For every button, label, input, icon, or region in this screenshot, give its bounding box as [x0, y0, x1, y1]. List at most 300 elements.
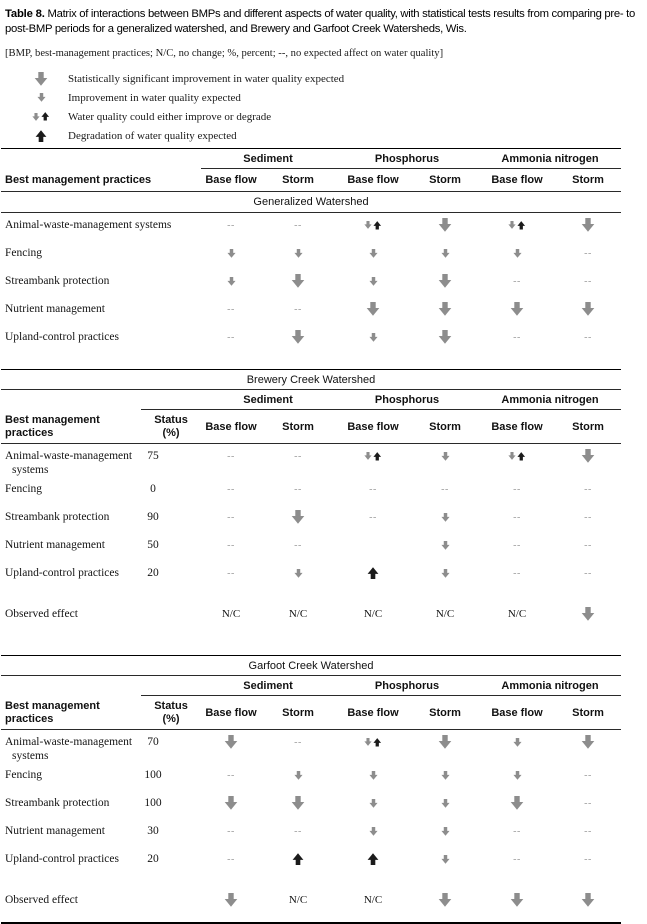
- sig-improve-arrow-icon: [224, 796, 238, 810]
- column-group-header: Phosphorus: [374, 153, 440, 165]
- small-down-arrow-icon: [364, 221, 372, 229]
- sig-improve-arrow-icon: [291, 510, 305, 524]
- effect-cell: [411, 735, 479, 749]
- effect-cell: [479, 566, 555, 580]
- bmp-label: Nutrient management: [5, 825, 105, 837]
- effect-cell: [201, 852, 261, 866]
- effect-cell: [555, 735, 621, 749]
- legend-icon-cell: [28, 112, 54, 121]
- no-effect-dash: --: [294, 539, 302, 551]
- sig-improve-arrow-icon: [438, 893, 452, 907]
- no-change-label: N/C: [221, 608, 241, 620]
- bmp-label: Animal-waste-management systems: [5, 736, 133, 762]
- table-note: [BMP, best-management practices; N/C, no change; %, percent; --, no expected affect on water quality]: [5, 48, 444, 59]
- no-effect-dash: --: [294, 825, 302, 837]
- observed-effect-row: [1, 888, 621, 916]
- effect-cell: [555, 796, 621, 810]
- effect-cell: [201, 538, 261, 552]
- tables-container: [0, 148, 647, 924]
- bmp-column-header: Best management practices: [5, 173, 152, 186]
- effect-cell: [479, 735, 555, 749]
- column-group-header: Ammonia nitrogen: [501, 680, 599, 692]
- legend-text: Water quality could either improve or degrade: [68, 110, 272, 123]
- subcolumn-header: Base flow: [205, 420, 257, 433]
- no-effect-dash: --: [584, 247, 592, 259]
- small-down-arrow-icon: [364, 738, 372, 746]
- table-row: [1, 213, 621, 241]
- no-effect-dash: --: [513, 825, 521, 837]
- effect-cell: [555, 607, 621, 621]
- bmp-column-header: Best management practices: [5, 699, 100, 725]
- degrade-arrow-icon: [367, 567, 379, 579]
- no-effect-dash: --: [294, 450, 302, 462]
- effect-cell: [479, 246, 555, 260]
- subcolumn-header: Storm: [282, 174, 314, 186]
- effect-cell: [411, 510, 479, 524]
- column-group-header: Phosphorus: [374, 394, 440, 406]
- effect-cell: [411, 218, 479, 232]
- status-value: 100: [144, 769, 162, 781]
- table-row: [1, 297, 621, 325]
- effect-cell: [261, 768, 335, 782]
- improve-arrow-icon: [294, 569, 303, 578]
- effect-cell: [335, 218, 411, 232]
- effect-cell: [335, 796, 411, 810]
- subcolumn-header: Base flow: [491, 174, 543, 186]
- table-caption-text: Matrix of interactions between BMPs and different aspects of water quality, with statistical tests results from comparing pre- to post-BMP periods for a generalized watershed, and Brewery and Garfoot Creek Watersheds, Wis.: [5, 8, 635, 35]
- effect-cell: [261, 302, 335, 316]
- subcolumn-header: Storm: [282, 420, 314, 433]
- subheader-row: [1, 169, 621, 191]
- sig-improve-arrow-icon: [581, 893, 595, 907]
- legend-icon-cell: [28, 93, 54, 102]
- bmp-label: Upland-control practices: [5, 331, 119, 343]
- improve-arrow-icon: [441, 771, 450, 780]
- no-effect-dash: --: [513, 275, 521, 287]
- table-brewery-creek-watershed: [1, 369, 621, 638]
- improve-or-degrade-icon: [364, 452, 382, 461]
- table-garfoot-creek-watershed: [1, 655, 621, 924]
- sig-improve-arrow-icon: [224, 893, 238, 907]
- effect-cell: [335, 449, 411, 463]
- bmp-column-header: Best management practices: [5, 413, 100, 439]
- subcolumn-header: Base flow: [347, 420, 399, 433]
- no-effect-dash: --: [584, 797, 592, 809]
- column-group-header: Sediment: [243, 394, 293, 406]
- effect-cell: [411, 768, 479, 782]
- effect-cell: [479, 824, 555, 838]
- no-effect-dash: --: [584, 483, 592, 495]
- effect-cell: [479, 796, 555, 810]
- subcolumn-header: Storm: [572, 706, 604, 719]
- effect-cell: [411, 449, 479, 463]
- small-up-arrow-icon: [517, 452, 526, 461]
- effect-cell: [261, 510, 335, 524]
- effect-cell: [201, 796, 261, 810]
- sig-improve-arrow-icon: [291, 796, 305, 810]
- effect-cell: [201, 449, 261, 463]
- sig-improve-arrow-icon: [291, 330, 305, 344]
- effect-cell: [555, 893, 621, 907]
- sig-improve-arrow-icon: [438, 274, 452, 288]
- effect-cell: [411, 566, 479, 580]
- no-effect-dash: --: [584, 539, 592, 551]
- table-number: Table 8.: [5, 8, 45, 20]
- sig-improve-arrow-icon: [438, 735, 452, 749]
- status-value: 100: [144, 797, 162, 809]
- effect-cell: [479, 768, 555, 782]
- table-generalized-watershed: [1, 148, 621, 363]
- improve-arrow-icon: [441, 827, 450, 836]
- section-title: Garfoot Creek Watershed: [1, 656, 621, 676]
- improve-arrow-icon: [441, 855, 450, 864]
- column-group-header: Phosphorus: [374, 680, 440, 692]
- no-effect-dash: --: [584, 853, 592, 865]
- no-effect-dash: --: [584, 511, 592, 523]
- subcolumn-header: Storm: [429, 174, 461, 186]
- effect-cell: [201, 824, 261, 838]
- section-title: Brewery Creek Watershed: [1, 370, 621, 390]
- small-down-arrow-icon: [508, 452, 516, 460]
- column-group-header: Sediment: [243, 153, 293, 165]
- effect-cell: [479, 538, 555, 552]
- legend-item: [28, 69, 647, 88]
- legend-text: Statistically significant improvement in water quality expected: [68, 72, 345, 85]
- small-down-arrow-icon: [508, 221, 516, 229]
- effect-cell: [555, 330, 621, 344]
- improve-arrow-icon: [441, 541, 450, 550]
- effect-cell: [555, 768, 621, 782]
- effect-cell: [201, 566, 261, 580]
- status-value: 20: [147, 567, 159, 579]
- effect-cell: [555, 566, 621, 580]
- effect-cell: [201, 302, 261, 316]
- effect-cell: [411, 302, 479, 316]
- effect-cell: [261, 607, 335, 621]
- no-effect-dash: --: [227, 825, 235, 837]
- improve-or-degrade-icon: [508, 221, 526, 230]
- effect-cell: [411, 330, 479, 344]
- improve-arrow-icon: [369, 799, 378, 808]
- no-effect-dash: --: [227, 483, 235, 495]
- effect-cell: [261, 274, 335, 288]
- no-effect-dash: --: [227, 539, 235, 551]
- effect-cell: [411, 246, 479, 260]
- improve-arrow-icon: [513, 738, 522, 747]
- bmp-label: Fencing: [5, 769, 43, 781]
- no-change-label: N/C: [288, 894, 308, 906]
- no-change-label: N/C: [288, 608, 308, 620]
- table-row: [1, 269, 621, 297]
- effect-cell: [411, 482, 479, 496]
- improve-arrow-icon: [37, 93, 46, 102]
- subcolumn-header: Base flow: [205, 174, 257, 186]
- legend: [0, 69, 647, 145]
- effect-cell: [555, 510, 621, 524]
- legend-icon-cell: [28, 130, 54, 142]
- no-effect-dash: --: [294, 483, 302, 495]
- sig-improve-arrow-icon: [34, 72, 48, 86]
- status-value: 90: [147, 511, 159, 523]
- status-value: 20: [147, 853, 159, 865]
- no-effect-dash: --: [513, 331, 521, 343]
- effect-cell: [555, 538, 621, 552]
- small-up-arrow-icon: [517, 221, 526, 230]
- effect-cell: [335, 246, 411, 260]
- subcolumn-header: Base flow: [347, 706, 399, 719]
- effect-cell: [411, 274, 479, 288]
- sig-improve-arrow-icon: [510, 796, 524, 810]
- subheader-row: [1, 410, 621, 444]
- effect-cell: [261, 824, 335, 838]
- no-effect-dash: --: [584, 567, 592, 579]
- table-row: [1, 791, 621, 819]
- effect-cell: [479, 330, 555, 344]
- improve-arrow-icon: [227, 277, 236, 286]
- subcolumn-header: Base flow: [205, 706, 257, 719]
- effect-cell: [479, 607, 555, 621]
- effect-cell: [261, 482, 335, 496]
- sig-improve-arrow-icon: [581, 735, 595, 749]
- bmp-label: Animal-waste-management systems: [5, 450, 133, 476]
- effect-cell: [479, 449, 555, 463]
- effect-cell: [411, 796, 479, 810]
- bmp-label: Streambank protection: [5, 275, 110, 287]
- no-effect-dash: --: [227, 331, 235, 343]
- table-row: [1, 730, 621, 763]
- effect-cell: [261, 852, 335, 866]
- effect-cell: [555, 246, 621, 260]
- table-row: [1, 533, 621, 561]
- bmp-label: Nutrient management: [5, 303, 105, 315]
- table-row: [1, 325, 621, 353]
- effect-cell: [261, 218, 335, 232]
- degrade-arrow-icon: [367, 853, 379, 865]
- legend-text: Improvement in water quality expected: [68, 91, 241, 104]
- effect-cell: [555, 852, 621, 866]
- sig-improve-arrow-icon: [224, 735, 238, 749]
- small-up-arrow-icon: [41, 112, 50, 121]
- no-change-label: N/C: [435, 608, 455, 620]
- subcolumn-header: Storm: [572, 420, 604, 433]
- improve-arrow-icon: [441, 249, 450, 258]
- effect-cell: [261, 735, 335, 749]
- effect-cell: [261, 449, 335, 463]
- improve-arrow-icon: [441, 452, 450, 461]
- subcolumn-header: Base flow: [491, 706, 543, 719]
- effect-cell: [261, 330, 335, 344]
- sig-improve-arrow-icon: [438, 302, 452, 316]
- no-effect-dash: --: [513, 483, 521, 495]
- no-effect-dash: --: [227, 219, 235, 231]
- no-change-label: N/C: [507, 608, 527, 620]
- column-group-header: Ammonia nitrogen: [501, 394, 599, 406]
- no-effect-dash: --: [513, 567, 521, 579]
- effect-cell: [479, 274, 555, 288]
- subcolumn-header: Storm: [282, 706, 314, 719]
- no-effect-dash: --: [369, 483, 377, 495]
- legend-item: [28, 107, 647, 126]
- sig-improve-arrow-icon: [510, 302, 524, 316]
- status-value: 0: [150, 483, 156, 495]
- improve-arrow-icon: [441, 799, 450, 808]
- observed-effect-label: Observed effect: [5, 894, 78, 906]
- status-value: 75: [147, 450, 159, 462]
- effect-cell: [335, 330, 411, 344]
- effect-cell: [335, 538, 411, 552]
- no-effect-dash: --: [513, 539, 521, 551]
- effect-cell: [479, 893, 555, 907]
- section-title: Generalized Watershed: [1, 191, 621, 213]
- no-effect-dash: --: [369, 511, 377, 523]
- no-effect-dash: --: [227, 450, 235, 462]
- improve-arrow-icon: [441, 513, 450, 522]
- no-effect-dash: --: [584, 825, 592, 837]
- status-value: 30: [147, 825, 159, 837]
- subcolumn-header: Storm: [429, 706, 461, 719]
- observed-effect-label: Observed effect: [5, 608, 78, 620]
- no-effect-dash: --: [584, 769, 592, 781]
- table-row: [1, 505, 621, 533]
- no-change-label: N/C: [363, 608, 383, 620]
- sig-improve-arrow-icon: [291, 274, 305, 288]
- sig-improve-arrow-icon: [510, 893, 524, 907]
- bmp-label: Animal-waste-management systems: [5, 219, 172, 231]
- no-effect-dash: --: [227, 511, 235, 523]
- table-row: [1, 819, 621, 847]
- improve-arrow-icon: [369, 333, 378, 342]
- effect-cell: [261, 796, 335, 810]
- effect-cell: [335, 482, 411, 496]
- table-row: [1, 763, 621, 791]
- effect-cell: [261, 538, 335, 552]
- sig-improve-arrow-icon: [581, 218, 595, 232]
- effect-cell: [411, 893, 479, 907]
- small-down-arrow-icon: [32, 113, 40, 121]
- improve-or-degrade-icon: [32, 112, 50, 121]
- effect-cell: [201, 510, 261, 524]
- small-down-arrow-icon: [364, 452, 372, 460]
- status-column-header: Status (%): [154, 413, 188, 439]
- no-effect-dash: --: [227, 567, 235, 579]
- effect-cell: [411, 538, 479, 552]
- effect-cell: [479, 852, 555, 866]
- effect-cell: [479, 482, 555, 496]
- bmp-label: Upland-control practices: [5, 567, 119, 579]
- no-effect-dash: --: [227, 303, 235, 315]
- no-effect-dash: --: [584, 331, 592, 343]
- effect-cell: [411, 607, 479, 621]
- table-row: [1, 444, 621, 477]
- improve-arrow-icon: [227, 249, 236, 258]
- effect-cell: [201, 274, 261, 288]
- table-row: [1, 241, 621, 269]
- no-effect-dash: --: [227, 853, 235, 865]
- no-change-label: N/C: [363, 894, 383, 906]
- no-effect-dash: --: [294, 219, 302, 231]
- effect-cell: [555, 824, 621, 838]
- effect-cell: [335, 735, 411, 749]
- subcolumn-header: Storm: [429, 420, 461, 433]
- effect-cell: [335, 824, 411, 838]
- status-column-header: Status (%): [154, 699, 188, 725]
- effect-cell: [335, 510, 411, 524]
- effect-cell: [555, 302, 621, 316]
- no-effect-dash: --: [294, 303, 302, 315]
- improve-arrow-icon: [294, 771, 303, 780]
- no-effect-dash: --: [441, 483, 449, 495]
- effect-cell: [335, 566, 411, 580]
- bmp-label: Fencing: [5, 483, 43, 495]
- bmp-label: Upland-control practices: [5, 853, 119, 865]
- improve-arrow-icon: [369, 771, 378, 780]
- no-effect-dash: --: [227, 769, 235, 781]
- sig-improve-arrow-icon: [581, 302, 595, 316]
- status-value: 70: [147, 736, 159, 748]
- sig-improve-arrow-icon: [438, 330, 452, 344]
- effect-cell: [335, 893, 411, 907]
- group-header-row: [1, 390, 621, 410]
- no-effect-dash: --: [513, 853, 521, 865]
- improve-arrow-icon: [513, 771, 522, 780]
- improve-arrow-icon: [369, 277, 378, 286]
- improve-or-degrade-icon: [364, 221, 382, 230]
- legend-icon-cell: [28, 72, 54, 86]
- effect-cell: [479, 302, 555, 316]
- subcolumn-header: Base flow: [491, 420, 543, 433]
- effect-cell: [479, 218, 555, 232]
- no-effect-dash: --: [513, 511, 521, 523]
- bmp-label: Streambank protection: [5, 797, 110, 809]
- sig-improve-arrow-icon: [438, 218, 452, 232]
- no-effect-dash: --: [294, 736, 302, 748]
- improve-or-degrade-icon: [508, 452, 526, 461]
- improve-arrow-icon: [369, 249, 378, 258]
- effect-cell: [201, 735, 261, 749]
- improve-or-degrade-icon: [364, 738, 382, 747]
- effect-cell: [201, 218, 261, 232]
- column-group-header: Ammonia nitrogen: [501, 153, 599, 165]
- effect-cell: [261, 566, 335, 580]
- effect-cell: [555, 274, 621, 288]
- subcolumn-header: Base flow: [347, 174, 399, 186]
- table-row: [1, 477, 621, 505]
- improve-arrow-icon: [294, 249, 303, 258]
- effect-cell: [201, 768, 261, 782]
- effect-cell: [201, 893, 261, 907]
- table-row: [1, 847, 621, 875]
- effect-cell: [335, 768, 411, 782]
- improve-arrow-icon: [369, 827, 378, 836]
- bmp-label: Nutrient management: [5, 539, 105, 551]
- table-caption: [0, 0, 647, 37]
- subheader-row: [1, 696, 621, 730]
- effect-cell: [261, 893, 335, 907]
- small-up-arrow-icon: [373, 738, 382, 747]
- small-up-arrow-icon: [373, 452, 382, 461]
- subcolumn-header: Storm: [572, 174, 604, 186]
- degrade-arrow-icon: [292, 853, 304, 865]
- legend-text: Degradation of water quality expected: [68, 129, 237, 142]
- status-value: 50: [147, 539, 159, 551]
- effect-cell: [555, 218, 621, 232]
- sig-improve-arrow-icon: [581, 607, 595, 621]
- sig-improve-arrow-icon: [581, 449, 595, 463]
- improve-arrow-icon: [441, 569, 450, 578]
- effect-cell: [201, 482, 261, 496]
- legend-item: [28, 88, 647, 107]
- effect-cell: [479, 510, 555, 524]
